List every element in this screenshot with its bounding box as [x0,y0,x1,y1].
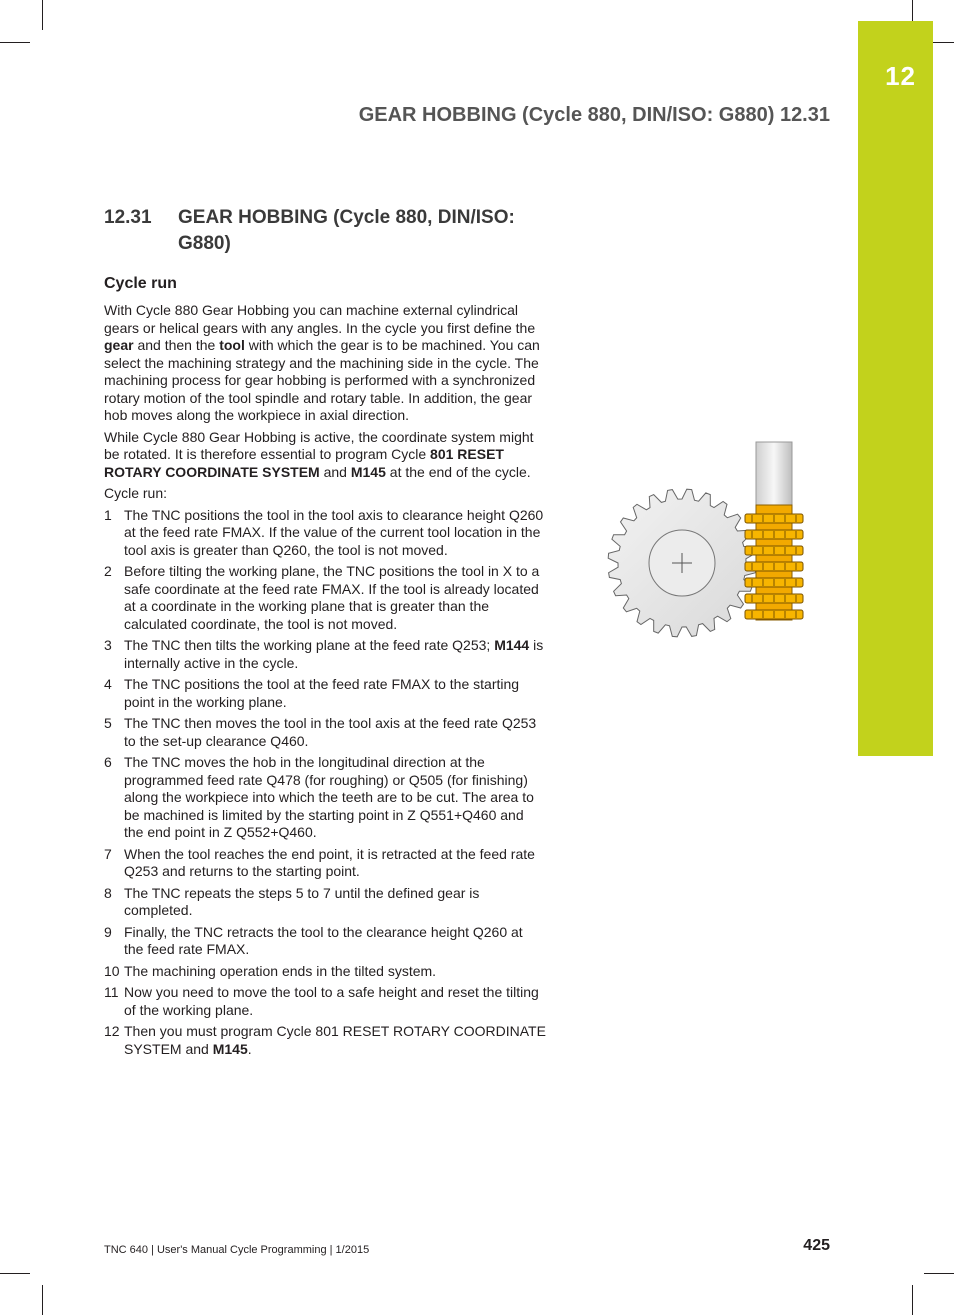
step-text: The machining operation ends in the tilted system. [124,962,437,979]
step-number: 10 [104,962,120,979]
crop-mark [42,0,43,30]
list-item [104,963,546,981]
hob-teeth [745,514,803,619]
step-number: 9 [104,923,112,940]
step-number: 12 [104,1023,120,1039]
page-number: 425 [803,1237,830,1254]
bold-term: M144 [494,637,530,653]
crop-mark [0,42,30,43]
paragraph-intro [104,302,546,425]
bold-term: tool [219,337,245,353]
step-text: The TNC repeats the steps 5 to 7 until the defined gear is completed. [124,884,480,918]
text-run: While Cycle 880 Gear Hobbing is active, the coordinate system might be rotated. It is therefore essential to program Cycle [104,428,534,462]
list-item [104,715,546,750]
step-text: The TNC then moves the tool in the tool axis at the feed rate Q253 to the set-up clearance Q460. [124,715,537,749]
crop-mark [912,1285,913,1315]
list-item [104,754,546,842]
step-number: 1 [104,506,112,523]
list-item [104,676,546,711]
step-text: Now you need to move the tool to a safe height and reset the tilting of the working plane. [124,984,539,1018]
list-item [104,637,546,672]
list-item [104,1023,546,1058]
running-header: GEAR HOBBING (Cycle 880, DIN/ISO: G880) 12.31 [358,104,830,126]
step-text: The TNC moves the hob in the longitudinal direction at the programmed feed rate Q478 (for roughing) or Q505 (for finishing) along the workpiece into which the teeth are to be cut. The area to be machined is limited by the starting point in Z Q551+Q460 and the end point in Z Q552+Q460. [124,754,534,840]
step-text: Then you must program Cycle 801 RESET ROTARY COORDINATE SYSTEM and [124,1023,546,1057]
section-title [104,205,554,257]
gear-hobbing-illustration [600,440,810,640]
body-text [104,302,546,1062]
cycle-run-label: Cycle run: [104,485,168,501]
tool-spindle [756,442,792,512]
bold-term: M145 [350,463,386,480]
crop-mark [42,1285,43,1315]
list-item [104,507,546,560]
step-text: The TNC positions the tool at the feed rate FMAX to the starting point in the working plane. [124,676,520,710]
section-title-text: GEAR HOBBING (Cycle 880, DIN/ISO: G880) [178,207,515,254]
crop-mark [924,1273,954,1274]
text-run: and [319,463,351,480]
text-run: with which the gear is to be machined. You can select the machining strategy and the machining side in the cycle. The machining process for gear hobbing is performed with a synchronized rotary motion of the tool spindle and rotary table. In addition, the gear hob moves along the workpiece in axial direction. [104,337,540,423]
text-run: and then the [133,337,220,353]
list-item [104,984,546,1019]
bold-term: gear [104,337,134,353]
step-text: The TNC then tilts the working plane at the feed rate Q253; [124,637,495,653]
step-number: 2 [104,563,112,579]
section-number: 12.31 [104,207,152,228]
list-item [104,563,546,633]
step-number: 4 [104,676,112,692]
step-number: 11 [104,984,119,1000]
step-text: Finally, the TNC retracts the tool to the clearance height Q260 at the feed rate FMAX. [124,923,523,957]
step-text: . [247,1040,252,1057]
chapter-number: 12 [885,61,916,91]
step-number: 8 [104,884,112,901]
step-number: 7 [104,845,112,862]
step-text: Before tilting the working plane, the TNC positions the tool in X to a safe coordinate at the feed rate FMAX. If the tool is already located at a coordinate in the working plane that is greater than the calculated coordinate, the tool is not moved. [124,563,540,632]
crop-mark [0,1273,30,1274]
bold-term: 801 RESET ROTARY COORDINATE SYSTEM [104,446,504,480]
list-item [104,846,546,881]
paragraph-warning [104,429,546,482]
footer-text: TNC 640 | User's Manual Cycle Programming | 1/2015 [104,1244,370,1256]
text-run: at the end of the cycle. [385,463,531,480]
step-text: is internally active in the cycle. [124,637,544,671]
chapter-tab [858,21,933,756]
text-run: With Cycle 880 Gear Hobbing you can machine external cylindrical gears or helical gears with any angles. In the cycle you first define the [104,302,536,336]
bold-term: M145 [212,1040,248,1057]
step-number: 5 [104,715,112,731]
steps-list [104,507,546,1059]
step-text: The TNC positions the tool in the tool axis to clearance height Q260 at the feed rate FMAX. If the value of the current tool location in the tool axis is greater than Q260, the tool is not moved. [124,506,544,558]
list-item [104,885,546,920]
subheading: Cycle run [104,275,177,292]
step-text: When the tool reaches the end point, it is retracted at the feed rate Q253 and returns to the starting point. [124,845,535,879]
step-number: 3 [104,637,112,653]
step-number: 6 [104,754,112,770]
list-item [104,924,546,959]
